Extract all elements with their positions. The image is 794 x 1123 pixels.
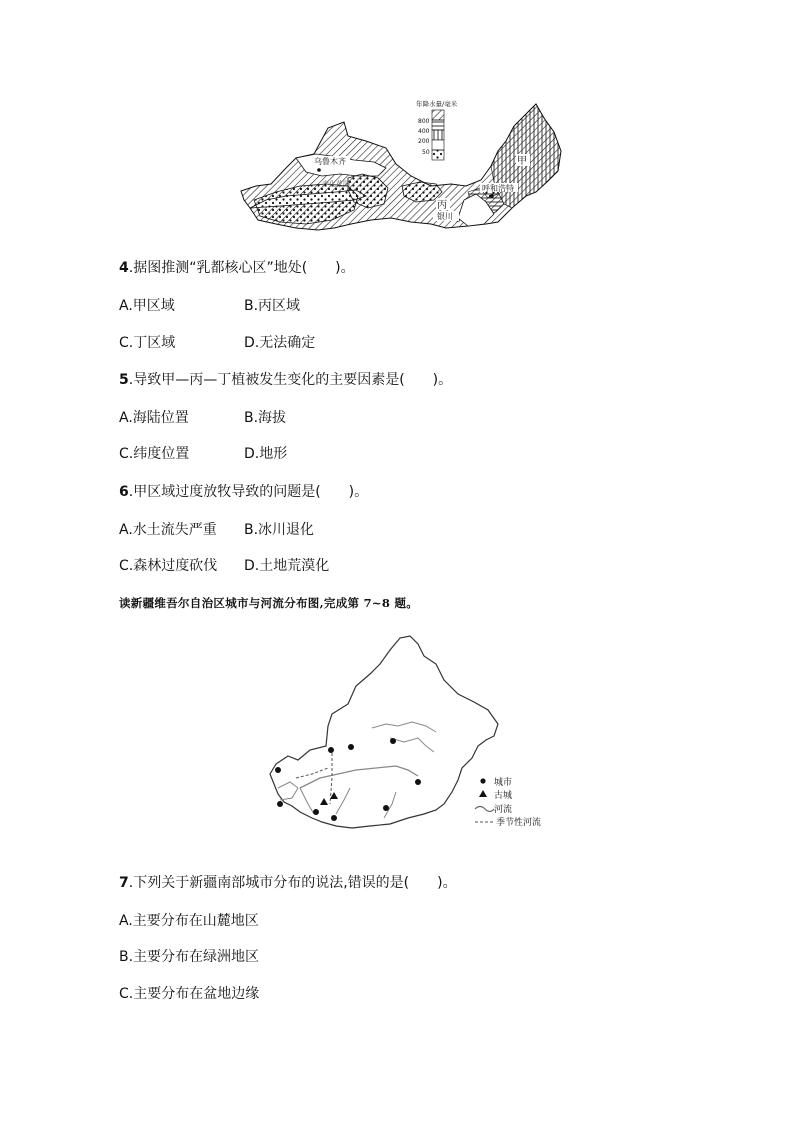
option-6d[interactable]: D.土地荒漠化	[244, 558, 330, 574]
xinjiang-outline	[270, 636, 498, 828]
option-5a[interactable]: A.海陆位置	[119, 410, 189, 426]
question-number: 6	[119, 484, 129, 500]
question-4	[119, 259, 355, 277]
city-marker-urumqi	[317, 168, 321, 172]
city-marker-hohhot	[490, 194, 494, 198]
option-7a[interactable]: A.主要分布在山麓地区	[119, 913, 259, 929]
label-urumqi: 乌鲁木齐	[314, 157, 346, 166]
city-marker	[277, 801, 283, 807]
precipitation-map	[236, 96, 566, 236]
question-stem: .导致甲—丙—丁植被发生变化的主要因素是( )。	[128, 372, 453, 388]
legend-ancient-city: 古城	[494, 791, 513, 801]
legend-200: 200	[418, 138, 430, 145]
legend-50: 50	[422, 149, 430, 156]
label-hohhot: 呼和浩特	[482, 184, 514, 193]
question-number: 7	[119, 875, 129, 891]
legend-river-symbol	[475, 807, 494, 812]
option-7c[interactable]: C.主要分布在盆地边缘	[119, 986, 260, 1002]
city-marker	[348, 744, 354, 750]
option-4d[interactable]: D.无法确定	[244, 335, 316, 351]
label-region-jia: 甲	[517, 156, 527, 167]
question-6	[119, 483, 368, 501]
city-marker	[331, 815, 337, 821]
question-stem: .甲区域过度放牧导致的问题是( )。	[128, 484, 369, 500]
city-marker	[313, 809, 319, 815]
option-5d[interactable]: D.地形	[244, 446, 288, 462]
city-marker	[328, 747, 334, 753]
option-5c[interactable]: C.纬度位置	[119, 446, 190, 462]
legend-river: 河流	[494, 805, 513, 815]
option-7b[interactable]: B.主要分布在绿洲地区	[119, 949, 260, 965]
legend-seasonal-river: 季节性河流	[496, 818, 542, 828]
city-marker	[415, 779, 421, 785]
question-number: 4	[119, 260, 129, 276]
legend-ancient-city-symbol	[479, 790, 487, 797]
question-5	[119, 371, 452, 389]
legend-city: 城市	[494, 778, 513, 788]
city-marker	[390, 738, 396, 744]
option-6b[interactable]: B.冰川退化	[244, 522, 315, 538]
label-smudged: 赤化花园	[322, 180, 350, 188]
legend-400: 400	[418, 128, 430, 135]
option-4c[interactable]: C.丁区域	[119, 335, 176, 351]
label-yinchuan: 银川	[437, 212, 453, 221]
question-stem: .据图推测“乳都核心区”地处( )。	[128, 260, 355, 276]
legend-title: 年降水量/毫米	[416, 100, 458, 108]
option-6a[interactable]: A.水土流失严重	[119, 522, 217, 538]
city-marker	[383, 805, 389, 811]
legend-800: 800	[418, 118, 430, 125]
label-region-bing: 丙	[437, 200, 447, 211]
city-marker	[275, 767, 281, 773]
option-6c[interactable]: C.森林过度砍伐	[119, 558, 218, 574]
section-intro: 读新疆维吾尔自治区城市与河流分布图,完成第 7~8 题。	[119, 596, 419, 610]
option-4b[interactable]: B.丙区域	[244, 298, 301, 314]
option-5b[interactable]: B.海拔	[244, 410, 287, 426]
xinjiang-map	[240, 628, 560, 848]
question-7	[119, 874, 457, 892]
legend-city-symbol	[480, 778, 485, 783]
question-stem: .下列关于新疆南部城市分布的说法,错误的是( )。	[128, 875, 457, 891]
option-4a[interactable]: A.甲区域	[119, 298, 175, 314]
question-number: 5	[119, 372, 129, 388]
